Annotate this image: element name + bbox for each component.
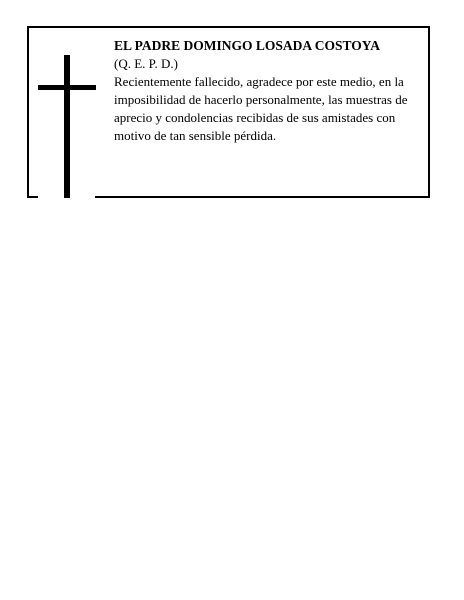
- cross-horizontal-bar: [38, 85, 96, 90]
- cross-vertical-bar: [64, 55, 70, 198]
- notice-text-block: [114, 37, 420, 145]
- deceased-name: EL PADRE DOMINGO LOSADA COSTOYA: [114, 38, 381, 53]
- notice-message: Recientemente fallecido, agradece por este medio, en la imposibilidad de hacerlo personalmente, las muestras de aprecio y condolencias recibidas de sus amistades con motivo de tan sensible pérdida.: [114, 74, 408, 143]
- rip-subtitle: (Q. E. P. D.): [114, 56, 178, 71]
